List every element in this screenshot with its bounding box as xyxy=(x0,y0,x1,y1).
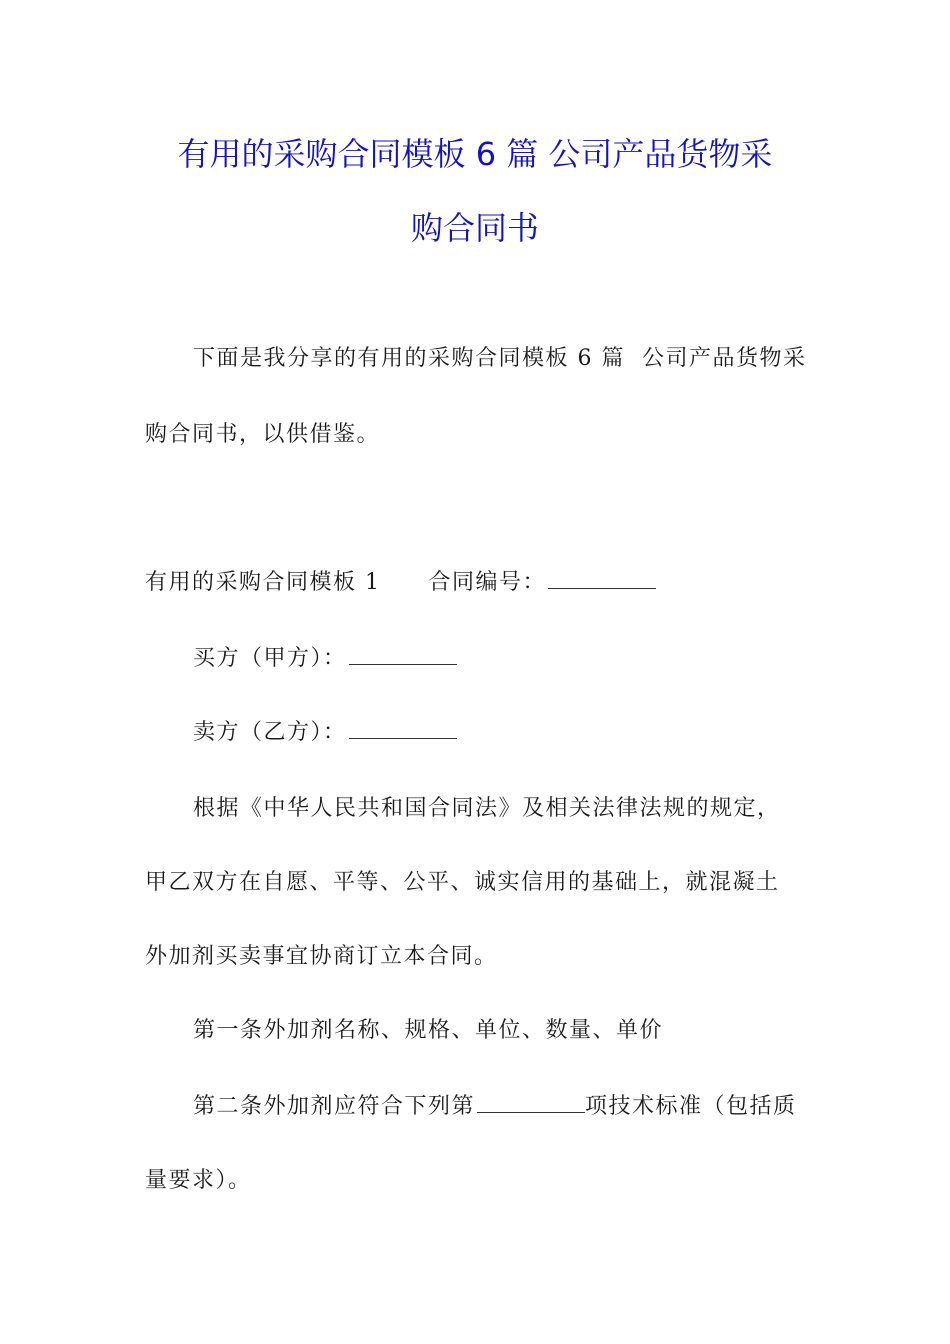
seller-label: 卖方（乙方）： xyxy=(193,720,347,745)
article-1: 第一条外加剂名称、规格、单位、数量、单价 xyxy=(193,1018,664,1043)
contract-heading-row xyxy=(145,568,656,598)
contract-number-blank xyxy=(548,568,656,589)
contract-heading: 有用的采购合同模板 1 xyxy=(145,570,381,595)
intro-line-1: 下面是我分享的有用的采购合同模板 6 篇 公司产品货物采 xyxy=(193,346,807,371)
document-title-line-2: 购合同书 xyxy=(410,209,539,247)
buyer-blank xyxy=(349,644,457,665)
article-2-before: 第二条外加剂应符合下列第 xyxy=(193,1094,476,1119)
article-2-line-2: 量要求）。 xyxy=(145,1168,252,1193)
seller-blank xyxy=(349,718,457,739)
contract-number-label: 合同编号： xyxy=(428,570,547,595)
document-title-line-1: 有用的采购合同模板 6 篇 公司产品货物采 xyxy=(177,135,773,173)
preamble-line-3: 外加剂买卖事宜协商订立本合同。 xyxy=(145,944,498,969)
buyer-label: 买方（甲方）： xyxy=(193,646,347,671)
preamble-line-2: 甲乙双方在自愿、平等、公平、诚实信用的基础上，就混凝土 xyxy=(145,870,780,895)
buyer-row xyxy=(193,644,457,674)
intro-line-2: 购合同书，以供借鉴。 xyxy=(145,422,381,447)
article-2-row xyxy=(193,1092,797,1122)
preamble-line-1: 根据《中华人民共和国合同法》及相关法律法规的规定， xyxy=(193,796,781,821)
article-2-blank xyxy=(477,1092,585,1113)
seller-row xyxy=(193,718,457,748)
article-2-after: 项技术标准（包括质 xyxy=(585,1094,797,1119)
